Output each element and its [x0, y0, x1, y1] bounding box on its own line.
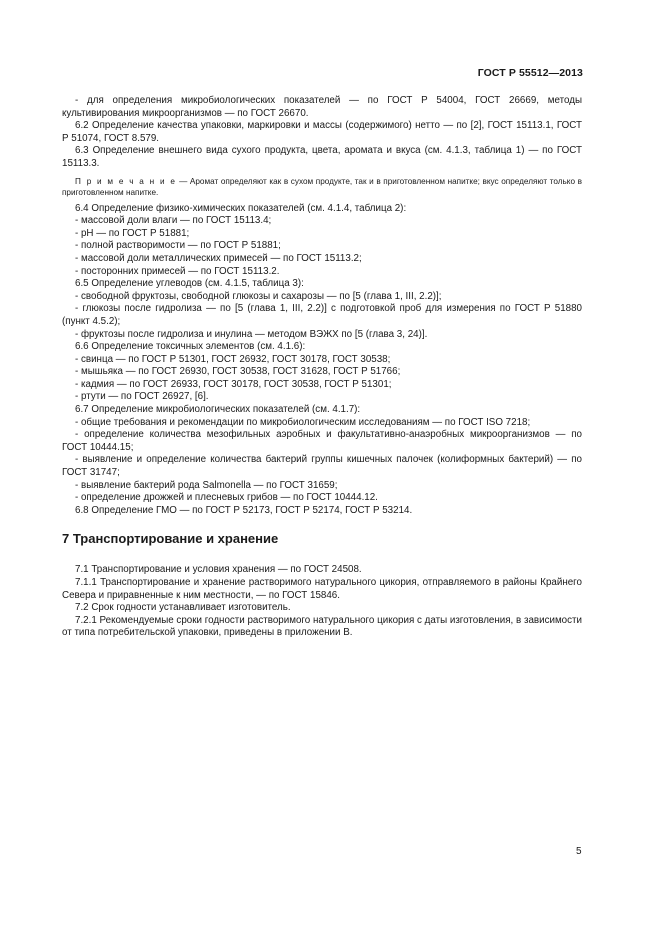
- section-heading: 7 Транспортирование и хранение: [62, 531, 279, 547]
- paragraph: - для определения микробиологических показателей — по ГОСТ Р 54004, ГОСТ 26669, методы культивирования микроорганизмов — по ГОСТ 26670.: [62, 95, 582, 119]
- list-item: - свободной фруктозы, свободной глюкозы и сахарозы — по [5 (глава 1, III, 2.2)];: [75, 290, 442, 302]
- document-body: [62, 95, 582, 640]
- paragraph: 7.2.1 Рекомендуемые сроки годности растворимого натурального цикория с даты изготовления, в зависимости от типа потребительской упаковки, приведены в приложении В.: [62, 614, 582, 639]
- list-item: - ртути — по ГОСТ 26927, [6].: [75, 391, 209, 403]
- list-item: - массовой доли металлических примесей — по ГОСТ 15113.2;: [75, 252, 362, 264]
- paragraph: 6.7 Определение микробиологических показателей (см. 4.1.7):: [75, 404, 361, 416]
- document-header: ГОСТ Р 55512—2013: [477, 67, 583, 79]
- list-item: - выявление и определение количества бактерий группы кишечных палочек (колиформных бактерий) — по ГОСТ 31747;: [62, 454, 582, 479]
- note-text: — Аромат определяют как в сухом продукте, так и в приготовленном напитке; вкус определяют только в приготовленном напитке.: [62, 176, 582, 197]
- paragraph: 6.6 Определение токсичных элементов (см. 4.1.6):: [75, 341, 306, 353]
- note: [62, 176, 582, 198]
- list-item: - массовой доли влаги — по ГОСТ 15113.4;: [75, 215, 272, 227]
- page-number: 5: [576, 846, 582, 857]
- paragraph: 6.2 Определение качества упаковки, маркировки и массы (содержимого) нетто — по [2], ГОСТ 15113.1, ГОСТ Р 51074, ГОСТ 8.579.: [62, 120, 582, 144]
- list-item: - кадмия — по ГОСТ 26933, ГОСТ 30178, ГОСТ 30538, ГОСТ Р 51301;: [75, 378, 392, 390]
- list-item: - выявление бактерий рода Salmonella — по ГОСТ 31659;: [75, 479, 338, 491]
- list-item: - определение количества мезофильных аэробных и факультативно-анаэробных микроорганизмов — по ГОСТ 10444.15;: [62, 429, 582, 453]
- list-item: - свинца — по ГОСТ Р 51301, ГОСТ 26932, ГОСТ 30178, ГОСТ 30538;: [75, 353, 391, 365]
- paragraph: 6.5 Определение углеводов (см. 4.1.5, таблица 3):: [75, 278, 304, 290]
- list-item: - глюкозы после гидролиза — по [5 (глава 1, III, 2.2)] с подготовкой проб для измерения по ГОСТ Р 51880 (пункт 4.5.2);: [62, 303, 582, 327]
- note-label: П р и м е ч а н и е: [75, 176, 177, 186]
- list-item: - рН — по ГОСТ Р 51881;: [75, 227, 190, 239]
- paragraph: 6.4 Определение физико-химических показателей (см. 4.1.4, таблица 2):: [75, 202, 407, 214]
- list-item: - посторонних примесей — по ГОСТ 15113.2.: [75, 265, 280, 277]
- list-item: - полной растворимости — по ГОСТ Р 51881;: [75, 240, 281, 252]
- list-item: - определение дрожжей и плесневых грибов — по ГОСТ 10444.12.: [75, 492, 378, 504]
- paragraph: 7.2 Срок годности устанавливает изготовитель.: [75, 602, 291, 614]
- paragraph: 7.1.1 Транспортирование и хранение растворимого натурального цикория, отправляемого в районы Крайнего Севера и приравненные к ним местности, — по ГОСТ 15846.: [62, 577, 582, 601]
- paragraph: 6.3 Определение внешнего вида сухого продукта, цвета, аромата и вкуса (см. 4.1.3, таблица 1) — по ГОСТ 15113.3.: [62, 145, 582, 169]
- list-item: - общие требования и рекомендации по микробиологическим исследованиям — по ГОСТ ISO 7218;: [75, 416, 531, 428]
- paragraph: 6.8 Определение ГМО — по ГОСТ Р 52173, ГОСТ Р 52174, ГОСТ Р 53214.: [75, 504, 413, 516]
- list-item: - мышьяка — по ГОСТ 26930, ГОСТ 30538, ГОСТ 31628, ГОСТ Р 51766;: [75, 366, 401, 378]
- list-item: - фруктозы после гидролиза и инулина — методом ВЭЖХ по [5 (глава 3, 24)].: [75, 328, 428, 340]
- paragraph: 7.1 Транспортирование и условия хранения — по ГОСТ 24508.: [75, 564, 362, 576]
